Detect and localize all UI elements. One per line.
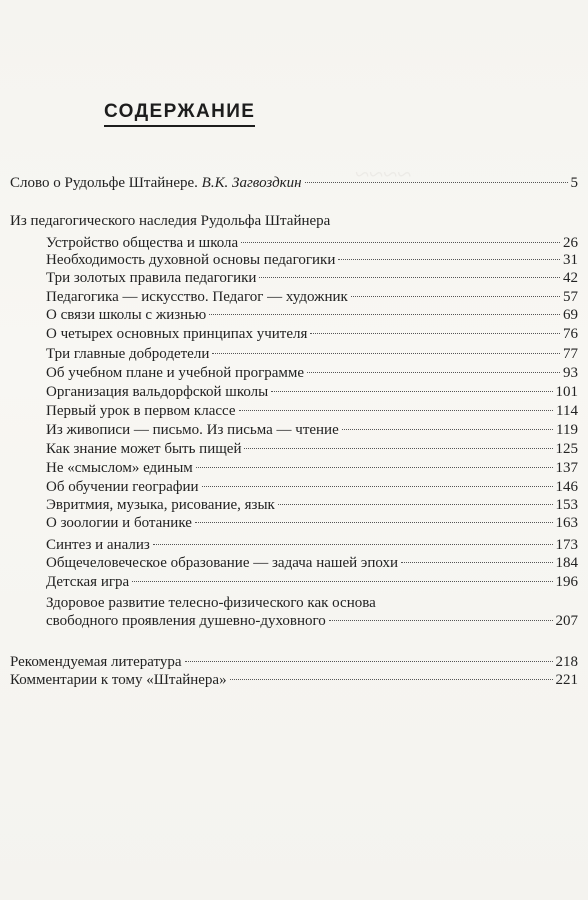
dot-leader	[196, 467, 553, 468]
toc-entry	[46, 287, 578, 307]
dot-leader	[307, 372, 560, 373]
toc-entry-title: Эвритмия, музыка, рисование, язык	[46, 497, 275, 513]
toc-entry-page: 146	[555, 479, 578, 495]
toc-entry-title: Организация вальдорфской школы	[46, 384, 269, 400]
toc-entry-page: 26	[563, 235, 578, 251]
toc-entry	[46, 324, 578, 344]
toc-entry-title: Необходимость духовной основы педагогики	[46, 252, 336, 268]
toc-entry-author: В.К. Загвоздкин	[201, 175, 302, 191]
dot-leader	[342, 429, 553, 430]
toc-entry-title: О четырех основных принципах учителя	[46, 326, 308, 342]
dot-leader	[271, 391, 552, 392]
dot-leader	[259, 277, 560, 278]
toc-entry-title: Педагогика — искусство. Педагог — художник	[46, 289, 348, 305]
toc-entry-page: 69	[563, 307, 578, 323]
toc-entry-title: Из живописи — письмо. Из письма — чтение	[46, 422, 339, 438]
toc-entry	[46, 268, 578, 288]
toc-entry	[46, 363, 578, 383]
dot-leader	[202, 486, 553, 487]
toc-entry-appendix	[10, 670, 578, 690]
dot-leader	[230, 679, 553, 680]
dot-leader	[351, 296, 560, 297]
dot-leader	[212, 353, 560, 354]
toc-entry-page: 196	[555, 574, 578, 590]
toc-entry-page: 173	[555, 537, 578, 553]
dot-leader	[153, 544, 553, 545]
toc-entry-title: О связи школы с жизнью	[46, 307, 207, 323]
dot-leader	[209, 314, 560, 315]
toc-entry	[46, 401, 578, 421]
toc-entry-page: 93	[563, 365, 578, 381]
dot-leader	[329, 620, 553, 621]
toc-entry-title: Комментарии к тому «Штайнера»	[10, 672, 227, 688]
page-title: СОДЕРЖАНИЕ	[104, 101, 255, 127]
dot-leader	[244, 448, 552, 449]
dot-leader	[195, 522, 553, 523]
toc-entry	[46, 420, 578, 440]
toc-entry-title: Об обучении географии	[46, 479, 199, 495]
toc-entry-intro	[10, 173, 578, 193]
dot-leader	[132, 581, 552, 582]
toc-entry	[46, 382, 578, 402]
toc-entry-page: 137	[555, 460, 578, 476]
toc-entry-page: 114	[556, 403, 578, 419]
toc-entry-page: 125	[555, 441, 578, 457]
toc-entry-title: Детская игра	[46, 574, 130, 590]
toc-entry-title: Не «смыслом» единым	[46, 460, 193, 476]
toc-entry-page: 42	[563, 270, 578, 286]
toc-entry-title: Синтез и анализ	[46, 537, 150, 553]
toc-entry	[46, 477, 578, 497]
dot-leader	[185, 661, 553, 662]
toc-entry	[46, 572, 578, 592]
toc-entry-page: 218	[555, 654, 578, 670]
toc-entry-title: Три золотых правила педагогики	[46, 270, 257, 286]
dot-leader	[241, 242, 560, 243]
toc-entry-page: 77	[563, 346, 578, 362]
dot-leader	[305, 182, 568, 183]
toc-entry-multiline	[46, 611, 578, 631]
toc-entry	[46, 305, 578, 325]
toc-section-title: Из педагогического наследия Рудольфа Штайнера	[10, 213, 331, 229]
toc-entry-title: Об учебном плане и учебной программе	[46, 365, 305, 381]
show-through-text: ~~~~	[355, 160, 412, 189]
toc-entry	[46, 495, 578, 515]
toc-entry-title-line1: Здоровое развитие телесно-физического как основа	[46, 595, 376, 611]
toc-entry-page: 207	[555, 613, 578, 629]
toc-entry-title: О зоологии и ботанике	[46, 515, 192, 531]
toc-entry-page: 119	[556, 422, 578, 438]
toc-entry-title: Общечеловеческое образование — задача нашей эпохи	[46, 555, 399, 571]
dot-leader	[338, 259, 560, 260]
toc-entry-page: 221	[555, 672, 578, 688]
toc-entry-page: 76	[563, 326, 578, 342]
toc-entry-page: 153	[555, 497, 578, 513]
toc-entry-page: 163	[555, 515, 578, 531]
toc-entry-title: Устройство общества и школа	[46, 235, 239, 251]
toc-entry-title: Слово о Рудольфе Штайнере. В.К. Загвоздкин	[10, 175, 302, 191]
toc-entry-title: Как знание может быть пищей	[46, 441, 242, 457]
dot-leader	[239, 410, 554, 411]
toc-entry-appendix	[10, 652, 578, 672]
toc-entry	[46, 458, 578, 478]
toc-entry-page: 184	[555, 555, 578, 571]
toc-entry-title-line2: свободного проявления душевно-духовного	[46, 613, 326, 629]
toc-entry-title: Первый урок в первом классе	[46, 403, 236, 419]
dot-leader	[401, 562, 552, 563]
toc-entry-page: 31	[563, 252, 578, 268]
dot-leader	[278, 504, 553, 505]
toc-entry-title: Рекомендуемая литература	[10, 654, 182, 670]
toc-entry	[46, 439, 578, 459]
toc-entry	[46, 513, 578, 533]
toc-entry	[46, 250, 578, 270]
toc-entry-page: 57	[563, 289, 578, 305]
dot-leader	[310, 333, 560, 334]
toc-entry	[46, 344, 578, 364]
toc-entry	[46, 553, 578, 573]
toc-entry	[46, 535, 578, 555]
toc-entry-title: Три главные добродетели	[46, 346, 210, 362]
toc-entry-page: 5	[570, 175, 578, 191]
toc-entry-page: 101	[555, 384, 578, 400]
